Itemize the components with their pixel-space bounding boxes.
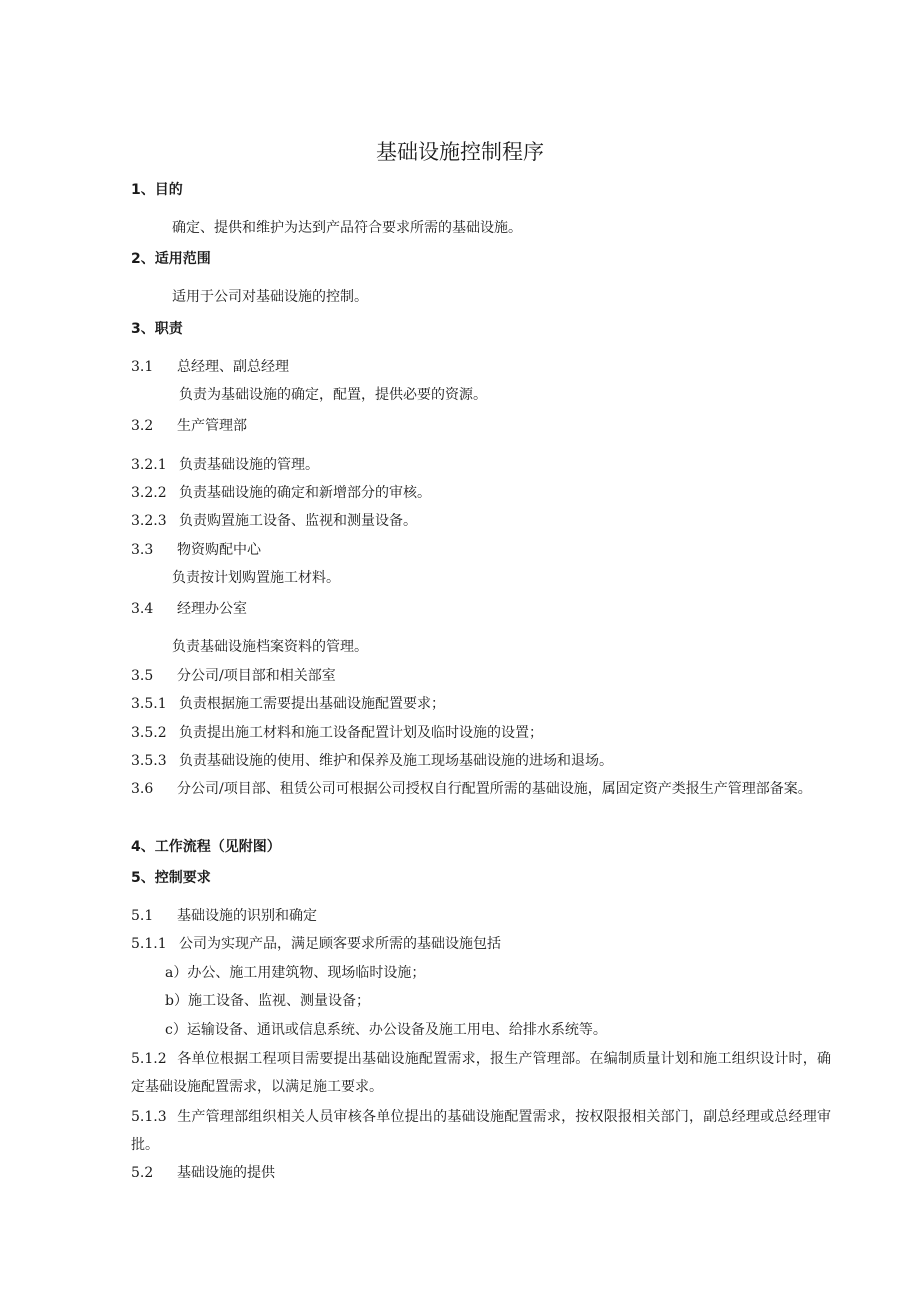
item-number: 3.5.1	[131, 696, 167, 712]
item-text: 负责基础设施的确定和新增部分的审核。	[179, 485, 431, 501]
item-number: 5.1.1	[131, 936, 167, 952]
item-number: 3.4	[131, 601, 154, 617]
item-text: 负责基础设施的使用、维护和保养及施工现场基础设施的进场和退场。	[179, 753, 613, 769]
item-number: 5.1.2	[131, 1051, 167, 1067]
item-title: 基础设施的识别和确定	[177, 908, 317, 924]
item-number: 3.5.2	[131, 725, 167, 741]
item-title: 经理办公室	[177, 601, 247, 617]
item-text: 负责购置施工设备、监视和测量设备。	[179, 513, 417, 529]
section-5-heading: 5、控制要求	[131, 870, 211, 886]
item-3-2-1	[131, 455, 319, 475]
item-number: 3.2.2	[131, 485, 167, 501]
item-text: 公司为实现产品，满足顾客要求所需的基础设施包括	[179, 936, 501, 952]
section-2-heading: 2、适用范围	[131, 251, 211, 267]
item-title: 总经理、副总经理	[177, 359, 289, 375]
item-3-2	[131, 416, 247, 436]
item-3-1-text: 负责为基础设施的确定，配置，提供必要的资源。	[179, 387, 487, 403]
item-number: 5.1	[131, 908, 154, 924]
item-3-1	[131, 357, 289, 377]
item-title: 物资购配中心	[177, 542, 261, 558]
section-3-heading: 3、职责	[131, 321, 183, 337]
item-3-3-text: 负责按计划购置施工材料。	[172, 570, 340, 586]
item-number: 3.6	[131, 781, 154, 797]
section-1-heading: 1、目的	[131, 182, 183, 198]
item-number: 3.2.1	[131, 457, 167, 473]
item-3-5-2	[131, 723, 543, 743]
list-item-b: b）施工设备、监视、测量设备；	[165, 993, 370, 1009]
section-4-heading: 4、工作流程（见附图）	[131, 839, 281, 855]
list-item-c: c）运输设备、通讯或信息系统、办公设备及施工用电、给排水系统等。	[165, 1022, 607, 1038]
item-5-1-2	[131, 1045, 831, 1101]
item-number: 3.3	[131, 542, 154, 558]
item-number: 5.2	[131, 1165, 154, 1181]
item-number: 3.2.3	[131, 513, 167, 529]
item-text: 各单位根据工程项目需要提出基础设施配置需求，报生产管理部。在编制质量计划和施工组织设计时，确定基础设施配置需求，以满足施工要求。	[131, 1051, 831, 1095]
item-3-5-3	[131, 751, 613, 771]
item-3-5	[131, 666, 336, 686]
item-title: 分公司/项目部和相关部室	[177, 668, 336, 684]
item-5-1-1	[131, 934, 501, 954]
section-1-text: 确定、提供和维护为达到产品符合要求所需的基础设施。	[172, 220, 522, 236]
item-number: 3.5	[131, 668, 154, 684]
item-5-1-3	[131, 1103, 831, 1159]
document-title: 基础设施控制程序	[376, 140, 544, 164]
item-text: 生产管理部组织相关人员审核各单位提出的基础设施配置需求，按权限报相关部门，副总经理或总经理审批。	[131, 1109, 831, 1153]
item-3-4	[131, 599, 247, 619]
item-5-2	[131, 1163, 275, 1183]
item-5-1	[131, 906, 317, 926]
item-3-2-2	[131, 483, 431, 503]
item-title: 生产管理部	[177, 418, 247, 434]
item-text: 负责提出施工材料和施工设备配置计划及临时设施的设置；	[179, 725, 543, 741]
item-text: 负责基础设施的管理。	[179, 457, 319, 473]
item-number: 5.1.3	[131, 1109, 167, 1125]
item-3-4-text: 负责基础设施档案资料的管理。	[172, 639, 368, 655]
item-3-3	[131, 540, 261, 560]
item-number: 3.1	[131, 359, 154, 375]
section-2-text: 适用于公司对基础设施的控制。	[172, 289, 368, 305]
item-title: 基础设施的提供	[177, 1165, 275, 1181]
list-item-a: a）办公、施工用建筑物、现场临时设施；	[165, 965, 426, 981]
item-3-6	[131, 775, 831, 803]
item-number: 3.2	[131, 418, 154, 434]
item-number: 3.5.3	[131, 753, 167, 769]
item-text: 分公司/项目部、租赁公司可根据公司授权自行配置所需的基础设施，属固定资产类报生产管理部备案。	[177, 781, 812, 797]
item-text: 负责根据施工需要提出基础设施配置要求；	[179, 696, 445, 712]
item-3-5-1	[131, 694, 445, 714]
item-3-2-3	[131, 511, 417, 531]
